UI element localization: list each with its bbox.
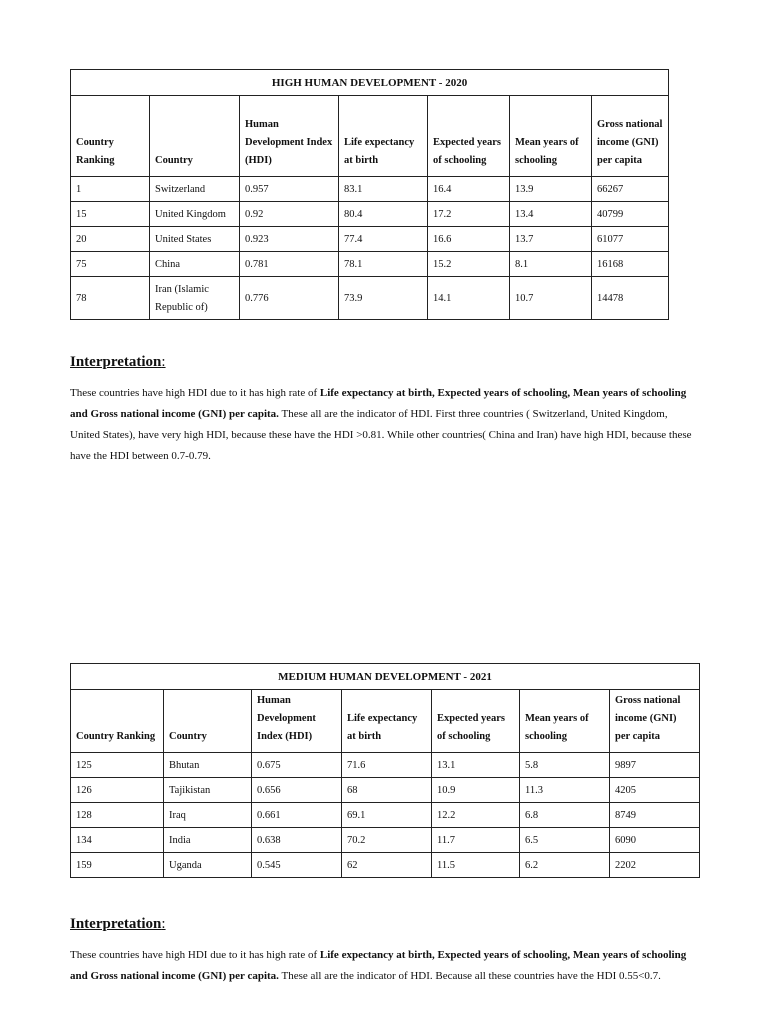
col-header-ranking: Country Ranking xyxy=(71,96,150,177)
col-header-mean-schooling: Mean years of schooling xyxy=(520,690,610,753)
col-header-gni: Gross national income (GNI) per capita xyxy=(592,96,669,177)
cell-expected-schooling: 17.2 xyxy=(428,202,510,227)
table-row xyxy=(71,778,700,803)
cell-gni: 61077 xyxy=(592,227,669,252)
cell-hdi: 0.923 xyxy=(240,227,339,252)
col-header-gni: Gross national income (GNI) per capita xyxy=(610,690,700,753)
table-row xyxy=(71,753,700,778)
cell-gni: 9897 xyxy=(610,753,700,778)
col-header-country: Country xyxy=(164,690,252,753)
cell-hdi: 0.781 xyxy=(240,252,339,277)
cell-ranking: 75 xyxy=(71,252,150,277)
interpretation-heading xyxy=(70,354,166,371)
medium-hdi-table xyxy=(70,663,700,878)
cell-gni: 2202 xyxy=(610,853,700,878)
paragraph-bold-text: Life expectancy at birth, Expected years of schooling, Mean years of schooling and Gross national income (GNI) per capita. xyxy=(70,949,687,982)
cell-mean-schooling: 10.7 xyxy=(510,277,592,320)
cell-life-expectancy: 70.2 xyxy=(342,828,432,853)
col-header-life-expectancy: Life expectancy at birth xyxy=(339,96,428,177)
cell-expected-schooling: 11.7 xyxy=(432,828,520,853)
table-row xyxy=(71,853,700,878)
col-header-ranking: Country Ranking xyxy=(71,690,164,753)
cell-country: China xyxy=(150,252,240,277)
cell-hdi: 0.776 xyxy=(240,277,339,320)
cell-country: Uganda xyxy=(164,853,252,878)
paragraph-text: These countries have high HDI due to it has high rate of xyxy=(70,387,320,399)
cell-hdi: 0.661 xyxy=(252,803,342,828)
table-row xyxy=(71,277,669,320)
cell-country: Iran (Islamic Republic of) xyxy=(150,277,240,320)
cell-gni: 14478 xyxy=(592,277,669,320)
cell-life-expectancy: 62 xyxy=(342,853,432,878)
cell-mean-schooling: 6.8 xyxy=(520,803,610,828)
cell-ranking: 134 xyxy=(71,828,164,853)
cell-ranking: 125 xyxy=(71,753,164,778)
col-header-mean-schooling: Mean years of schooling xyxy=(510,96,592,177)
cell-gni: 66267 xyxy=(592,177,669,202)
cell-hdi: 0.656 xyxy=(252,778,342,803)
cell-gni: 4205 xyxy=(610,778,700,803)
col-header-life-expectancy: Life expectancy at birth xyxy=(342,690,432,753)
cell-ranking: 78 xyxy=(71,277,150,320)
cell-life-expectancy: 68 xyxy=(342,778,432,803)
cell-expected-schooling: 13.1 xyxy=(432,753,520,778)
cell-expected-schooling: 16.4 xyxy=(428,177,510,202)
cell-mean-schooling: 8.1 xyxy=(510,252,592,277)
cell-expected-schooling: 15.2 xyxy=(428,252,510,277)
cell-ranking: 20 xyxy=(71,227,150,252)
cell-ranking: 1 xyxy=(71,177,150,202)
cell-mean-schooling: 5.8 xyxy=(520,753,610,778)
cell-life-expectancy: 71.6 xyxy=(342,753,432,778)
paragraph-text: These all are the indicator of HDI. Because all these countries have the HDI 0.55<0.7. xyxy=(278,970,661,982)
interpretation-paragraph xyxy=(70,945,700,987)
cell-mean-schooling: 13.7 xyxy=(510,227,592,252)
cell-gni: 16168 xyxy=(592,252,669,277)
cell-mean-schooling: 6.5 xyxy=(520,828,610,853)
interpretation-heading-text: Interpretation xyxy=(70,916,162,932)
cell-expected-schooling: 16.6 xyxy=(428,227,510,252)
cell-country: United States xyxy=(150,227,240,252)
col-header-expected-schooling: Expected years of schooling xyxy=(428,96,510,177)
col-header-hdi: Human Development Index (HDI) xyxy=(252,690,342,753)
cell-country: Tajikistan xyxy=(164,778,252,803)
cell-mean-schooling: 11.3 xyxy=(520,778,610,803)
cell-ranking: 15 xyxy=(71,202,150,227)
cell-hdi: 0.638 xyxy=(252,828,342,853)
cell-gni: 6090 xyxy=(610,828,700,853)
table-row xyxy=(71,252,669,277)
cell-hdi: 0.545 xyxy=(252,853,342,878)
cell-expected-schooling: 12.2 xyxy=(432,803,520,828)
cell-life-expectancy: 73.9 xyxy=(339,277,428,320)
cell-expected-schooling: 11.5 xyxy=(432,853,520,878)
paragraph-bold-text: Life expectancy at birth, Expected years of schooling, Mean years of schooling and Gross national income (GNI) per capita. xyxy=(70,387,687,420)
cell-ranking: 159 xyxy=(71,853,164,878)
cell-gni: 8749 xyxy=(610,803,700,828)
col-header-country: Country xyxy=(150,96,240,177)
cell-hdi: 0.92 xyxy=(240,202,339,227)
cell-mean-schooling: 13.9 xyxy=(510,177,592,202)
cell-life-expectancy: 80.4 xyxy=(339,202,428,227)
cell-gni: 40799 xyxy=(592,202,669,227)
cell-mean-schooling: 6.2 xyxy=(520,853,610,878)
cell-country: United Kingdom xyxy=(150,202,240,227)
cell-country: India xyxy=(164,828,252,853)
paragraph-text: These all are the indicator of HDI. First three countries ( Switzerland, United Kingdom, United States), have very high HDI, because these have the HDI >0.81. While other countries( China and Iran) have high HDI, because these have the HDI between 0.7-0.79. xyxy=(70,408,692,462)
cell-mean-schooling: 13.4 xyxy=(510,202,592,227)
table-header-row xyxy=(71,96,669,177)
heading-colon: : xyxy=(161,354,166,370)
cell-expected-schooling: 14.1 xyxy=(428,277,510,320)
interpretation-heading-text: Interpretation xyxy=(70,354,162,370)
cell-hdi: 0.675 xyxy=(252,753,342,778)
cell-life-expectancy: 83.1 xyxy=(339,177,428,202)
table-title: HIGH HUMAN DEVELOPMENT - 2020 xyxy=(71,70,669,96)
table-row xyxy=(71,177,669,202)
cell-ranking: 126 xyxy=(71,778,164,803)
cell-expected-schooling: 10.9 xyxy=(432,778,520,803)
cell-life-expectancy: 77.4 xyxy=(339,227,428,252)
cell-country: Iraq xyxy=(164,803,252,828)
cell-hdi: 0.957 xyxy=(240,177,339,202)
table-row xyxy=(71,202,669,227)
table-row xyxy=(71,828,700,853)
table-row xyxy=(71,803,700,828)
cell-life-expectancy: 78.1 xyxy=(339,252,428,277)
high-hdi-table xyxy=(70,69,669,320)
table-row xyxy=(71,227,669,252)
cell-ranking: 128 xyxy=(71,803,164,828)
table-header-row xyxy=(71,690,700,753)
interpretation-heading xyxy=(70,916,166,933)
paragraph-text: These countries have high HDI due to it has high rate of xyxy=(70,949,320,961)
col-header-hdi: Human Development Index (HDI) xyxy=(240,96,339,177)
cell-country: Switzerland xyxy=(150,177,240,202)
interpretation-paragraph xyxy=(70,383,700,467)
cell-country: Bhutan xyxy=(164,753,252,778)
heading-colon: : xyxy=(161,916,166,932)
cell-life-expectancy: 69.1 xyxy=(342,803,432,828)
col-header-expected-schooling: Expected years of schooling xyxy=(432,690,520,753)
table-title: MEDIUM HUMAN DEVELOPMENT - 2021 xyxy=(71,664,700,690)
